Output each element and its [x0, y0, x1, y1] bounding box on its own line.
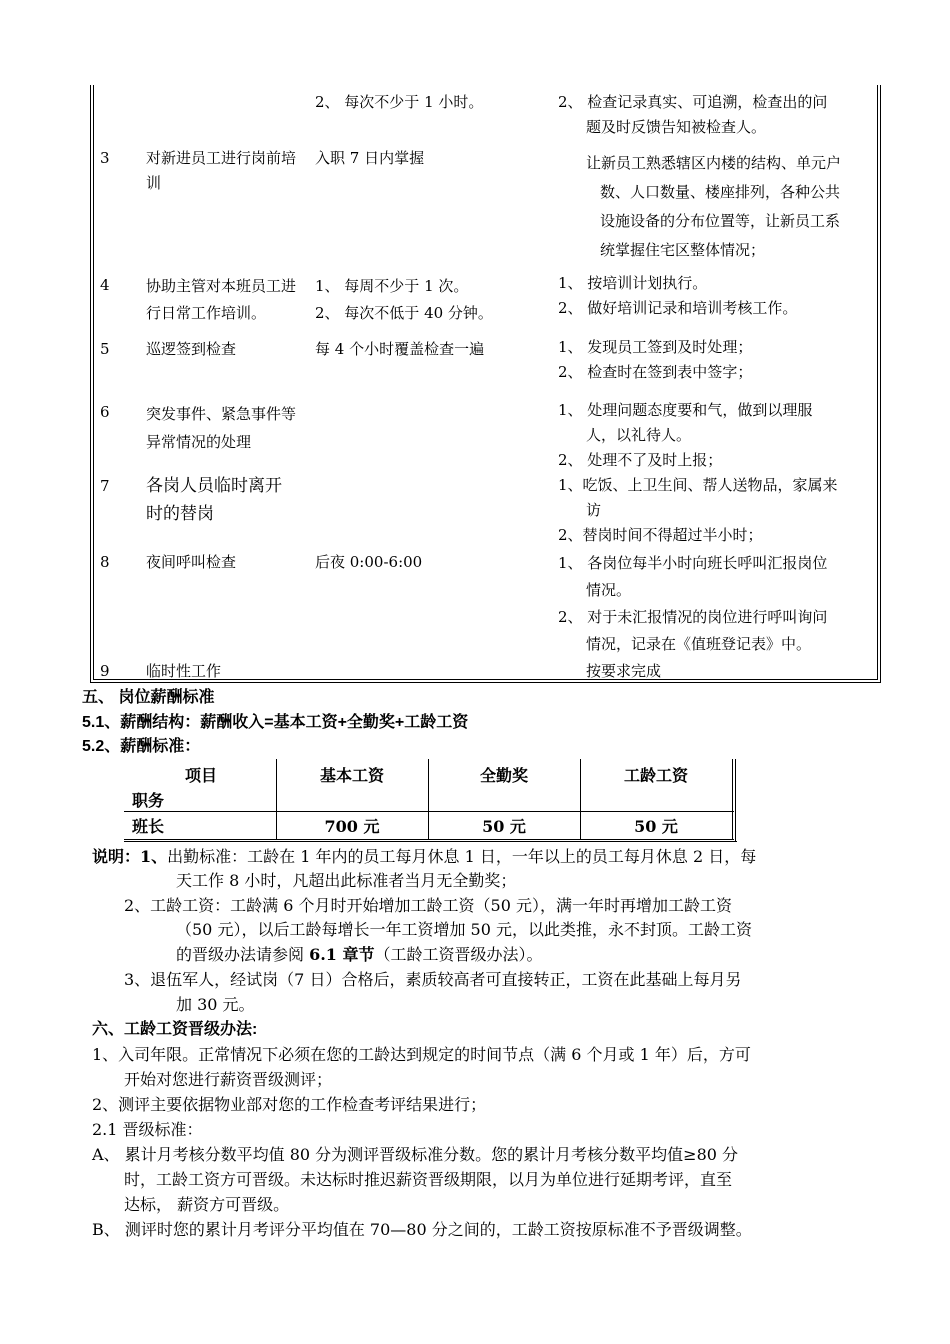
- table-cell-requirements: [558, 473, 876, 548]
- table-rule: [124, 811, 734, 812]
- paragraph-text: 2、测评主要依据物业部对您的工作检查考评结果进行；: [92, 1095, 487, 1114]
- row-number: 5: [100, 340, 110, 358]
- paragraph-text: B、 测评时您的累计月考评分平均值在 70—80 分之间的，工龄工资按原标准不予晋级调整。: [92, 1220, 752, 1239]
- note-text: 2、工龄工资：工龄满 6 个月时开始增加工龄工资（50 元），满一年时再增加工龄工资: [124, 896, 732, 915]
- requirement-line: 2、 处理不了及时上报；: [558, 451, 723, 469]
- row-number: 7: [100, 477, 110, 495]
- table-cell-requirements: [558, 659, 876, 684]
- paragraph-text: 1、入司年限。正常情况下必须在您的工龄达到规定的时间节点（满 6 个月或 1 年）后，方可: [92, 1045, 751, 1064]
- table-cell-standard: [315, 146, 555, 171]
- requirement-line: 2、替岗时间不得超过半小时；: [558, 526, 763, 544]
- table-rule: [735, 759, 736, 842]
- note-text: （50 元），以后工龄每增长一年工资增加 50 元，以此类推，永不封顶。工龄工资: [176, 920, 752, 939]
- note-text-part: 的晋级办法请参阅: [176, 945, 310, 964]
- table-cell: 700 元: [324, 817, 380, 836]
- paragraph-text: 开始对您进行薪资晋级测评；: [124, 1070, 333, 1089]
- paragraph-text: 达标， 薪资方可晋级。: [124, 1195, 290, 1214]
- note-number: 1、: [140, 847, 168, 866]
- requirement-line: 1、 各岗位每半小时向班长呼叫汇报岗位: [558, 554, 828, 572]
- table-rule: [124, 839, 734, 840]
- row-item: 巡逻签到检查: [146, 340, 237, 358]
- standard-line: 每 4 个小时覆盖检查一遍: [315, 340, 485, 358]
- corner-header-item: 项目: [184, 766, 217, 785]
- table-cell-standard: [315, 273, 555, 327]
- salary-standard-heading: 5.2、薪酬标准：: [82, 738, 201, 755]
- table-cell-requirements: [558, 271, 876, 321]
- note-label: 说明：: [92, 847, 141, 866]
- row-number: 8: [100, 553, 110, 571]
- table-cell-requirements: [558, 398, 876, 473]
- row-number: 6: [100, 403, 110, 421]
- table-cell: 50 元: [634, 817, 678, 836]
- row-item: 各岗人员临时离开时的替岗: [146, 476, 282, 524]
- paragraph-text: A、 累计月考核分数平均值 80 分为测评晋级标准分数。您的累计月考核分数平均值≥80 分: [92, 1145, 739, 1164]
- requirement-line: 访: [586, 501, 602, 519]
- requirement-line: 情况。: [586, 581, 632, 599]
- requirement-line: 2、 检查时在签到表中签字；: [558, 363, 753, 381]
- requirement-line: 1、吃饭、上卫生间、帮人送物品，家属来: [558, 476, 838, 494]
- note-text: 天工作 8 小时，凡超出此标准者当月无全勤奖；: [176, 871, 517, 890]
- row-number: 3: [100, 149, 110, 167]
- requirement-line: 数、人口数量、楼座排列，各种公共: [600, 183, 841, 201]
- row-number: 9: [100, 662, 110, 680]
- table-cell-requirements: [558, 149, 876, 265]
- standard-line: 后夜 0:00-6:00: [315, 553, 423, 571]
- row-position: 班长: [132, 817, 165, 836]
- requirement-line: 2、 做好培训记录和培训考核工作。: [558, 299, 798, 317]
- standard-line: 2、 每次不低于 40 分钟。: [315, 304, 493, 322]
- requirement-line: 1、 发现员工签到及时处理；: [558, 338, 753, 356]
- salary-table: [124, 759, 734, 840]
- standard-line: 2、 每次不少于 1 小时。: [315, 93, 484, 111]
- table-rule: [124, 841, 737, 842]
- note-text: [176, 943, 543, 967]
- requirement-line: 设施设备的分布位置等，让新员工系: [600, 212, 841, 230]
- paragraph-text: 时，工龄工资方可晋级。未达标时推迟薪资晋级期限，以月为单位进行延期考评，直至: [124, 1170, 733, 1189]
- note-text: 加 30 元。: [176, 995, 255, 1014]
- table-cell: 50 元: [482, 817, 526, 836]
- standard-line: 入职 7 日内掌握: [315, 149, 425, 167]
- requirement-line: 情况，记录在《值班登记表》中。: [586, 635, 812, 653]
- row-item: 对新进员工进行岗前培训: [146, 149, 297, 192]
- note-text: 出勤标准：工龄在 1 年内的员工每月休息 1 日，一年以上的员工每月休息 2 日，每: [167, 847, 757, 866]
- requirement-line: 让新员工熟悉辖区内楼的结构、单元户: [586, 154, 842, 172]
- note-text-part: （工龄工资晋级办法）。: [374, 945, 543, 964]
- salary-structure: 5.1、薪酬结构：薪酬收入=基本工资+全勤奖+工龄工资: [82, 714, 469, 731]
- table-cell-requirements: [558, 335, 876, 385]
- section-reference: 6.1 章节: [309, 945, 375, 964]
- table-cell-requirements: [558, 550, 876, 658]
- column-header: 工龄工资: [623, 766, 688, 785]
- requirement-line: 统掌握住宅区整体情况；: [600, 241, 766, 259]
- requirement-line: 2、 检查记录真实、可追溯，检查出的问: [558, 93, 828, 111]
- section-heading: 六、工龄工资晋级办法:: [92, 1021, 258, 1038]
- note-1: [92, 845, 756, 869]
- requirement-line: 人，以礼待人。: [586, 426, 692, 444]
- requirement-line: 1、 处理问题态度要和气，做到以理服: [558, 401, 813, 419]
- column-header: 全勤奖: [479, 766, 528, 785]
- requirement-line: 2、 对于未汇报情况的岗位进行呼叫询问: [558, 608, 828, 626]
- table-cell-requirements: [558, 90, 876, 140]
- table-cell-standard: [315, 550, 555, 575]
- row-item: 协助主管对本班员工进行日常工作培训。: [146, 277, 297, 322]
- column-header: 基本工资: [319, 766, 384, 785]
- row-item: 夜间呼叫检查: [146, 553, 237, 571]
- row-item: 突发事件、紧急事件等异常情况的处理: [146, 405, 297, 451]
- note-text: 3、退伍军人，经试岗（7 日）合格后，素质较高者可直接转正，工资在此基础上每月另: [124, 970, 742, 989]
- table-rule: [732, 759, 733, 840]
- section-heading: 五、 岗位薪酬标准: [82, 689, 215, 706]
- requirement-line: 按要求完成: [586, 662, 662, 680]
- corner-header-position: 职务: [132, 791, 165, 810]
- requirement-line: 1、 按培训计划执行。: [558, 274, 708, 292]
- row-item: 临时性工作: [146, 662, 222, 680]
- standard-line: 1、 每周不少于 1 次。: [315, 277, 469, 295]
- row-number: 4: [100, 276, 110, 294]
- table-cell-standard: [315, 90, 555, 115]
- table-cell-standard: [315, 337, 555, 362]
- paragraph-text: 2.1 晋级标准：: [92, 1120, 203, 1139]
- requirement-line: 题及时反馈告知被检查人。: [586, 118, 767, 136]
